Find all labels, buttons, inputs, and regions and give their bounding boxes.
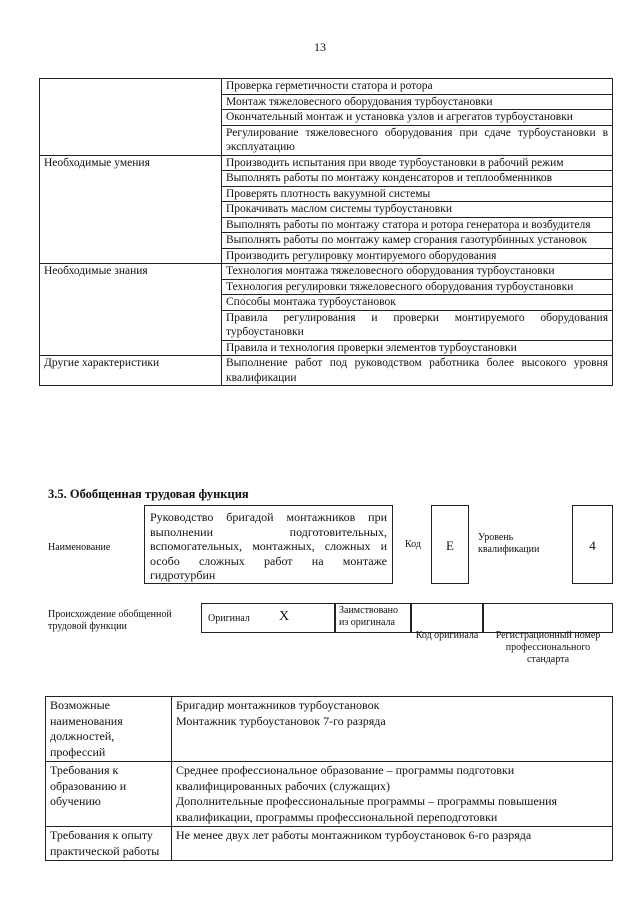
table-cell: Проверка герметичности статора и ротора: [222, 79, 613, 95]
function-name-box: Руководство бригадой монтажников при выполнении подготовительных, вспомогательных, монтажных, сложных и особо сложных работ на монтаже гидротурбин: [144, 505, 393, 584]
cell-line: Не менее двух лет работы монтажником турбоустановок 6-го разряда: [176, 828, 532, 842]
code-value-box: E: [431, 505, 469, 584]
borrowed-label: Заимствовано из оригинала: [339, 605, 398, 628]
cell-line: Дополнительные профессиональные программы – программы повышения квалификации, программы профессиональной переподготовки: [176, 794, 558, 824]
table-cell: Проверять плотность вакуумной системы: [222, 186, 613, 202]
origin-label: Происхождение обобщенной трудовой функции: [48, 609, 172, 632]
original-label: Оригинал: [208, 613, 250, 624]
table-cell: [172, 762, 613, 827]
group-label: Необходимые знания: [40, 264, 222, 356]
table-cell: Способы монтажа турбоустановок: [222, 295, 613, 311]
reg-number-box: [483, 603, 613, 633]
table-cell: Правила регулирования и проверки монтируемого оборудования турбоустановки: [222, 310, 613, 340]
table-cell: Требования к образованию и обучению: [46, 762, 172, 827]
table-cell: Требования к опыту практической работы: [46, 827, 172, 861]
table-cell: Монтаж тяжеловесного оборудования турбоустановки: [222, 94, 613, 110]
table-cell: Выполнение работ под руководством работника более высокого уровня квалификации: [222, 356, 613, 386]
table-cell: Производить регулировку монтируемого оборудования: [222, 248, 613, 264]
cell-line: Монтажник турбоустановок 7-го разряда: [176, 713, 386, 728]
skills-table: [39, 78, 613, 386]
table-cell: Выполнять работы по монтажу камер сгорания газотурбинных установок: [222, 233, 613, 249]
cell-line: Бригадир монтажников турбоустановок: [176, 698, 380, 712]
table-cell: Технология регулировки тяжеловесного оборудования турбоустановки: [222, 279, 613, 295]
code-caption: Код оригинала: [415, 630, 479, 641]
group-label: Необходимые умения: [40, 155, 222, 264]
requirements-table: [45, 696, 613, 861]
page-number: 13: [314, 40, 326, 54]
level-label: Уровень квалификации: [478, 532, 540, 555]
original-code-box: [411, 603, 483, 633]
table-cell: Регулирование тяжеловесного оборудования при сдаче турбоустановки в эксплуатацию: [222, 125, 613, 155]
table-cell: Возможные наименования должностей, профессий: [46, 697, 172, 762]
group-label: [40, 79, 222, 156]
code-label: Код: [405, 539, 421, 550]
table-cell: Выполнять работы по монтажу конденсаторов и теплообменников: [222, 171, 613, 187]
original-mark: X: [279, 609, 290, 624]
table-cell: Выполнять работы по монтажу статора и ротора генератора и возбудителя: [222, 217, 613, 233]
level-value-box: 4: [572, 505, 613, 584]
cell-line: Среднее профессиональное образование – программы подготовки квалифицированных рабочих (служащих): [176, 763, 515, 793]
reg-caption: Регистрационный номер профессионального стандарта: [495, 630, 601, 665]
group-label: Другие характеристики: [40, 356, 222, 386]
table-cell: [172, 827, 613, 861]
table-cell: Окончательный монтаж и установка узлов и агрегатов турбоустановки: [222, 110, 613, 126]
table-cell: Технология монтажа тяжеловесного оборудования турбоустановки: [222, 264, 613, 280]
table-cell: Прокачивать маслом системы турбоустановки: [222, 202, 613, 218]
section-title: 3.5. Обобщенная трудовая функция: [48, 487, 249, 501]
table-cell: [172, 697, 613, 762]
name-label: Наименование: [48, 542, 111, 553]
table-cell: Производить испытания при вводе турбоустановки в рабочий режим: [222, 155, 613, 171]
table-cell: Правила и технология проверки элементов турбоустановки: [222, 340, 613, 356]
